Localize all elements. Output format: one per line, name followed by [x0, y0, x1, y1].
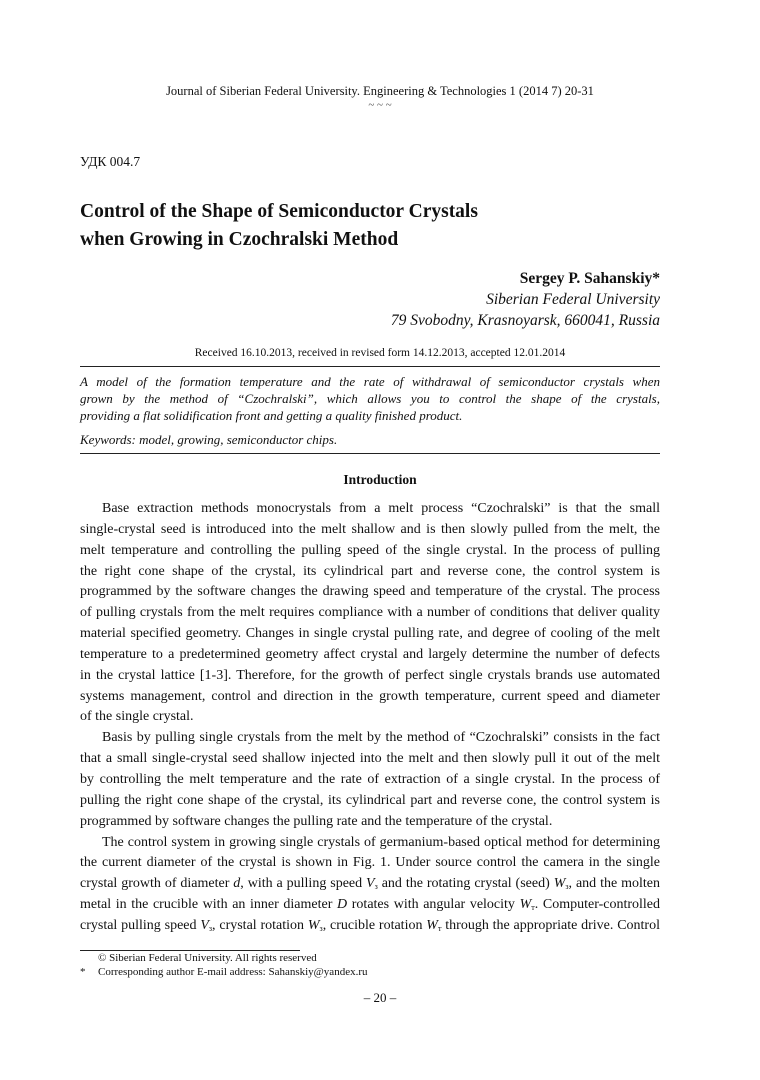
text-run: the current diameter of the crystal is shown in Fig. 1. Under source control the camera in the single — [80, 855, 660, 871]
subscript: з — [208, 923, 213, 933]
text-run: , with a pulling speed — [240, 876, 367, 892]
text-run: by controlling the melt temperature and the rate of extraction of a single crystal. In the process of — [80, 771, 660, 787]
body-line — [80, 582, 660, 603]
math-symbol: D — [337, 897, 348, 913]
text-run: temperature to a predetermined geometry affect crystal and largely determine the number of defects — [80, 646, 660, 662]
text-run: . Computer-controlled — [534, 897, 660, 913]
body-line — [80, 833, 660, 854]
body-line — [80, 728, 660, 749]
text-run: single-crystal seed is introduced into the melt shallow and is then slowly pulled from the melt, the — [80, 521, 660, 537]
title-line: Control of the Shape of Semiconductor Crystals — [80, 201, 478, 222]
math-symbol: d — [233, 876, 241, 892]
received-dates: Received 16.10.2013, received in revised form 14.12.2013, accepted 12.01.2014 — [194, 347, 566, 359]
abstract — [80, 373, 660, 424]
body-line — [80, 853, 660, 874]
body-line — [80, 812, 660, 833]
section-heading: Introduction — [343, 472, 417, 487]
footnote-marker: * — [80, 966, 86, 978]
abstract-line: grown by the method of “Czochralski”, which allows you to control the shape of the crystals, — [80, 391, 660, 406]
author-affiliation: Siberian Federal University — [486, 291, 660, 308]
body-line — [80, 770, 660, 791]
text-run: and the rotating crystal (seed) — [377, 876, 554, 892]
keywords: Keywords: model, growing, semiconductor chips. — [80, 432, 338, 447]
subscript: т — [531, 903, 535, 913]
body-line — [80, 791, 660, 812]
divider — [80, 366, 660, 367]
text-run: The control system in growing single crystals of germanium-based optical method for determining — [102, 834, 660, 850]
text-run: programmed by software changes the pulling rate and the temperature of the crystal. — [80, 813, 553, 829]
abstract-line: providing a flat solidification front and getting a quality finished product. — [80, 408, 463, 423]
subscript: з — [565, 882, 569, 892]
abstract-line: A model of the formation temperature and the rate of withdrawal of semiconductor crystals when — [80, 374, 660, 389]
body-line — [80, 749, 660, 770]
paper-title — [80, 198, 478, 254]
math-symbol: V — [366, 876, 375, 892]
footnote-copyright: © Siberian Federal University. All rights reserved — [98, 952, 317, 964]
body-line — [80, 874, 660, 895]
text-run: crystal pulling speed — [80, 917, 201, 933]
text-run: in the crystal lattice [1-3]. Therefore, for the growth of perfect single crystals brands use automated — [80, 667, 660, 683]
body-line — [80, 895, 660, 916]
text-run: of pulling crystals from the melt requires compliance with a number of conditions that deliver quality — [80, 605, 660, 621]
page-number: – 20 – — [363, 990, 397, 1005]
math-symbol: W — [553, 876, 566, 892]
text-run: that a small single-crystal seed shallow injected into the melt and then slowly pull it out of the melt — [80, 751, 660, 767]
header-ornament: ~ ~ ~ — [368, 99, 392, 111]
math-symbol: W — [426, 917, 438, 933]
journal-header: Journal of Siberian Federal University. Engineering & Technologies 1 (2014 7) 20-31 — [166, 84, 594, 98]
body-line — [80, 707, 660, 728]
footnote-email: Corresponding author E-mail address: Sahanskiy@yandex.ru — [98, 966, 368, 978]
body-text — [80, 499, 660, 937]
body-line — [80, 916, 660, 937]
body-line — [80, 687, 660, 708]
body-line — [80, 499, 660, 520]
text-run: through the appropriate drive. Control — [441, 917, 660, 933]
author-name: Sergey P. Sahanskiy* — [519, 270, 660, 287]
math-symbol: V — [200, 917, 209, 933]
math-symbol: W — [519, 897, 532, 913]
title-line: when Growing in Czochralski Method — [80, 229, 399, 250]
subscript: з — [319, 923, 323, 933]
text-run: , crystal rotation — [212, 917, 308, 933]
text-run: Basis by pulling single crystals from the melt by the method of “Czochralski” consists in the fact — [102, 730, 660, 746]
text-run: crystal growth of diameter — [80, 876, 234, 892]
text-run: material specified geometry. Changes in single crystal pulling rate, and degree of cooling of the melt — [80, 626, 660, 642]
footnote-divider — [80, 950, 300, 951]
math-symbol: W — [307, 917, 320, 933]
text-run: of the single crystal. — [80, 709, 194, 725]
text-run: Base extraction methods monocrystals from a melt process “Czochralski” is that the small — [102, 501, 660, 516]
text-run: the right cone shape of the crystal, its cylindrical part and reverse cone, the control system is — [80, 563, 660, 579]
text-run: rotates with angular velocity — [347, 897, 520, 913]
subscript: з — [374, 882, 378, 892]
text-run: melt temperature and controlling the pulling speed of the single crystal. In the process of pulling — [80, 542, 660, 558]
body-line — [80, 624, 660, 645]
text-run: , and the molten — [568, 876, 660, 892]
text-run: pulling the right cone shape of the crystal, its cylindrical part and reverse cone, the control system is — [80, 792, 660, 808]
text-run: programmed by the software changes the drawing speed and temperature of the crystal. The process — [80, 584, 660, 600]
body-line — [80, 541, 660, 562]
text-run: , crucible rotation — [322, 917, 427, 933]
divider — [80, 453, 660, 454]
body-line — [80, 562, 660, 583]
body-line — [80, 603, 660, 624]
author-address: 79 Svobodny, Krasnoyarsk, 660041, Russia — [390, 312, 660, 329]
body-line — [80, 645, 660, 666]
body-line — [80, 666, 660, 687]
udk-code: УДК 004.7 — [80, 154, 141, 169]
body-line — [80, 520, 660, 541]
text-run: metal in the crucible with an inner diameter — [80, 897, 338, 913]
subscript: т — [437, 923, 442, 933]
author-block — [391, 268, 660, 331]
text-run: systems management, control and direction in the growth temperature, current speed and diameter — [80, 688, 660, 704]
